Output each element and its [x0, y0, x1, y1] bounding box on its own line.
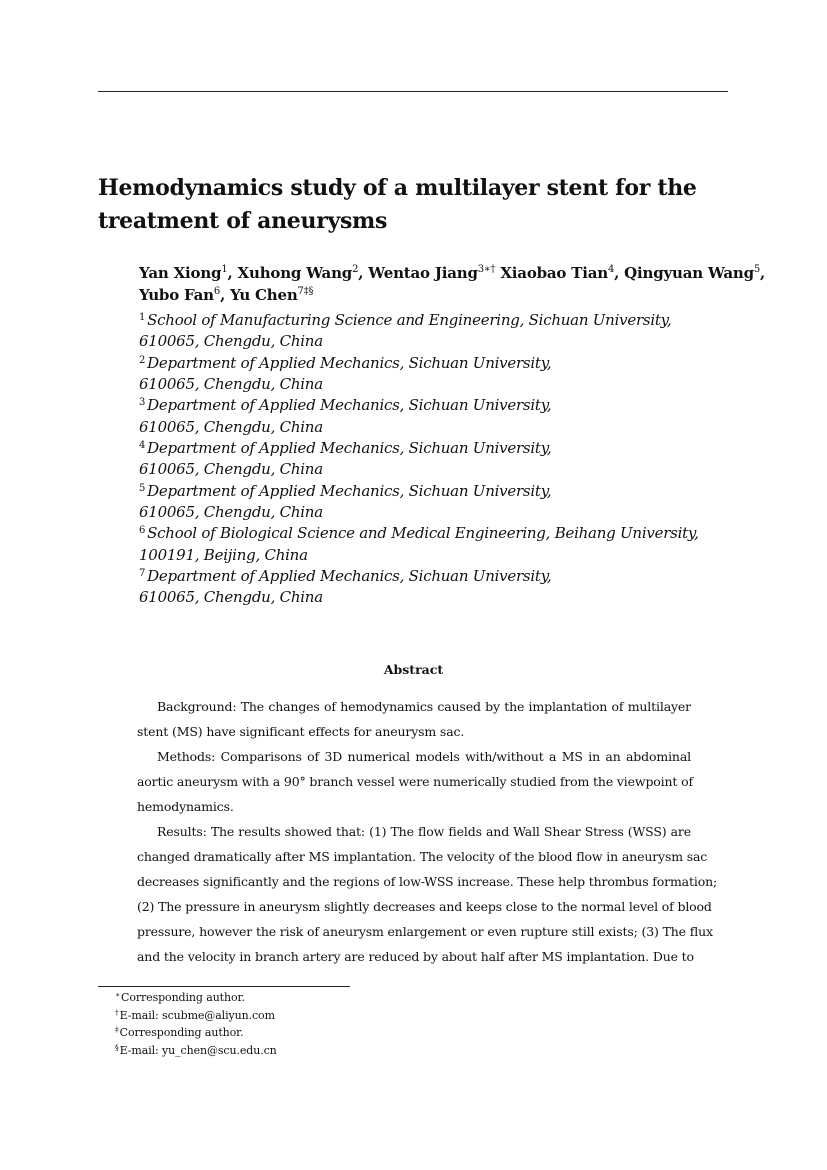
affiliation-text: Department of Applied Mechanics, Sichuan University, [147, 396, 552, 415]
author-sup: 3∗† [477, 264, 496, 275]
footnote-mark: ∗ [115, 990, 120, 999]
abstract-line: Methods: Comparisons of 3D numerical models with/without a MS in an abdominal [157, 749, 691, 764]
affiliation-7-address: 610065, Chengdu, China [139, 588, 323, 607]
author-sup: 2 [352, 264, 359, 275]
author-sup: 6 [213, 286, 221, 297]
author-name: Yubo Fan [139, 286, 214, 304]
author-sep: , [358, 264, 369, 282]
abstract-heading: Abstract [383, 662, 444, 677]
abstract-line: decreases significantly and the regions of low-WSS increase. These help thrombus formation; [137, 874, 718, 889]
affiliation-text: Department of Applied Mechanics, Sichuan University, [147, 353, 552, 372]
author-name: Yu Chen [230, 286, 298, 304]
abstract-line: (2) The pressure in aneurysm slightly decreases and keeps close to the normal level of blood [137, 899, 712, 914]
footnote [115, 1007, 515, 1025]
footnote-mark: † [115, 1007, 119, 1017]
footnote-rule [98, 986, 350, 987]
author-sup: 1 [221, 264, 228, 275]
author-row-1 [139, 262, 766, 284]
author-row-2 [139, 284, 739, 306]
footnote-mark: § [115, 1042, 119, 1052]
footnote-text: E-mail: yu_chen@scu.edu.cn [119, 1043, 277, 1057]
abstract-line: changed dramatically after MS implantation. The velocity of the blood flow in aneurysm sac [137, 849, 708, 864]
affiliation-text: Department of Applied Mechanics, Sichuan University, [147, 567, 552, 586]
affiliation-5-address: 610065, Chengdu, China [139, 503, 323, 522]
title-line-2: treatment of aneurysms [98, 208, 388, 234]
affiliation-7 [139, 566, 739, 587]
footnote-text: Corresponding author. [119, 1026, 244, 1039]
author-sep: , [760, 264, 766, 282]
author-name: Xuhong Wang [237, 264, 353, 282]
affiliation-6 [139, 523, 739, 544]
affiliation-num: 3 [139, 397, 146, 409]
affiliation-2 [139, 353, 739, 374]
footnote-text: E-mail: scubme@aliyun.com [119, 1008, 275, 1022]
affiliation-list [139, 310, 739, 609]
affiliation-5 [139, 481, 739, 502]
affiliation-text: Department of Applied Mechanics, Sichuan University, [147, 439, 552, 458]
author-sup: 5 [753, 264, 761, 275]
author-sep: , [227, 264, 238, 282]
affiliation-2-address: 610065, Chengdu, China [139, 375, 323, 394]
affiliation-num: 6 [139, 525, 146, 537]
affiliation-3 [139, 395, 739, 416]
author-name: Qingyuan Wang [624, 264, 754, 282]
footnote [115, 1042, 515, 1060]
author-name: Yan Xiong [139, 264, 222, 282]
abstract-line: pressure, however the risk of aneurysm enlargement or even rupture still exists; (3) The flux [137, 924, 713, 939]
author-name: Wentao Jiang [368, 264, 478, 282]
author-sup: 7‡§ [297, 286, 314, 297]
abstract-line: Background: The changes of hemodynamics caused by the implantation of multilayer [157, 699, 691, 714]
abstract-line: aortic aneurysm with a 90° branch vessel were numerically studied from the viewpoint of [137, 774, 693, 789]
affiliation-4 [139, 438, 739, 459]
affiliation-num: 2 [139, 354, 146, 366]
footnote-list [115, 989, 515, 1059]
paper-title [98, 172, 738, 238]
affiliation-1-address: 610065, Chengdu, China [139, 332, 323, 351]
affiliation-1 [139, 310, 739, 331]
affiliation-text: School of Manufacturing Science and Engineering, Sichuan University, [147, 311, 672, 329]
affiliation-num: 7 [139, 568, 146, 580]
affiliation-num: 1 [139, 312, 146, 323]
affiliation-4-address: 610065, Chengdu, China [139, 460, 323, 479]
affiliation-text: Department of Applied Mechanics, Sichuan University, [147, 481, 552, 500]
header-rule [98, 91, 728, 92]
author-list [139, 262, 766, 306]
abstract-body [137, 694, 718, 969]
abstract-line: and the velocity in branch artery are reduced by about half after MS implantation. Due to [137, 949, 694, 964]
footnote-text: Corresponding author. [121, 991, 245, 1004]
title-line-1: Hemodynamics study of a multilayer stent for the [98, 175, 697, 201]
affiliation-num: 5 [139, 482, 146, 494]
affiliation-3-address: 610065, Chengdu, China [139, 417, 323, 436]
affiliation-num: 4 [139, 440, 146, 452]
footnote [115, 989, 515, 1007]
abstract-line: stent (MS) have significant effects for aneurysm sac. [137, 724, 465, 739]
abstract-line: Results: The results showed that: (1) The flow fields and Wall Shear Stress (WSS) are [157, 824, 691, 839]
author-name: Xiaobao Tian [500, 264, 608, 282]
footnote-mark: ‡ [115, 1025, 119, 1034]
author-sep: , [614, 264, 625, 282]
author-sup: 4 [607, 264, 615, 275]
footnote [115, 1024, 515, 1042]
affiliation-text: School of Biological Science and Medical Engineering, Beihang University, [147, 524, 699, 543]
abstract-line: hemodynamics. [137, 799, 234, 814]
author-sep: , [220, 286, 231, 304]
affiliation-6-address: 100191, Beijing, China [139, 545, 308, 564]
